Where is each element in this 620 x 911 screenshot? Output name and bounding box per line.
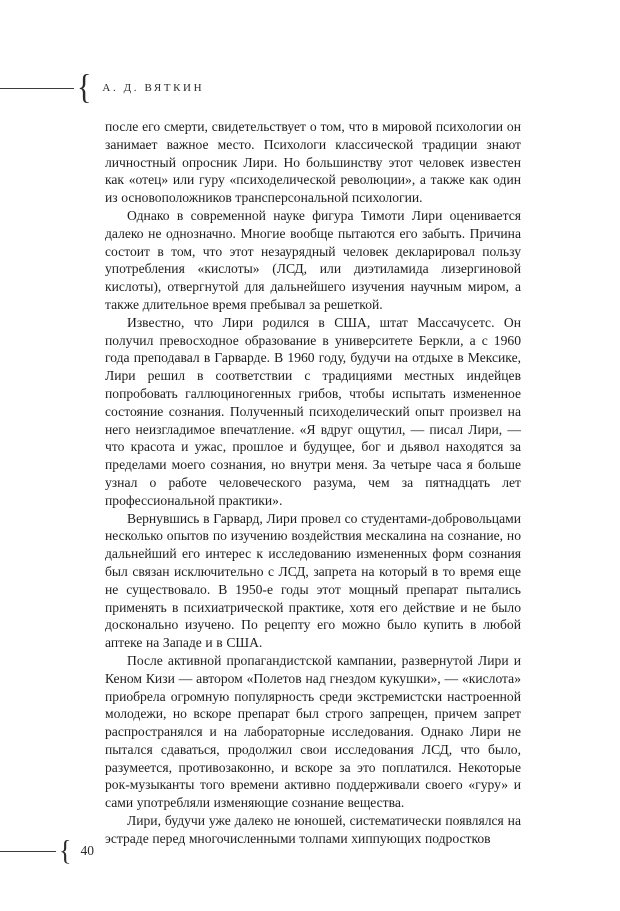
footer-rule [0, 851, 56, 852]
paragraph: Лири, будучи уже далеко не юношей, систематически появлялся на эстраде перед многочисленными толпами хиппующих подростков [105, 813, 521, 846]
paragraph: После активной пропагандистской кампании, развернутой Лири и Кеном Кизи — автором «Полетов над гнездом кукушки», — «кислота» приобрела огромную популярность среди экстремистски настроенной молодежи, но вскоре препарат был строго запрещен, причем запрет распространялся и на лабораторные исследования. Однако Лири не пытался сдаваться, продолжил свои исследования ЛСД, что было, разумеется, противозаконно, и вскоре за это поплатился. Некоторые рок-музыканты того времени активно поддерживали своего «гуру» и сами употребляли изменяющие сознание вещества. [105, 652, 521, 811]
header-brace-ornament: { [77, 68, 92, 107]
body-text [105, 118, 521, 848]
paragraph: Однако в современной науке фигура Тимоти Лири оценивается далеко не однозначно. Многие вообще пытаются его забыть. Причина состоит в том, что этот незаурядный человек декларировал пользу употребления «кислоты» (ЛСД, или диэтиламида лизергиновой кислоты), отвергнутой для дальнейшего изучения научным миром, а также длительное время пребывал за решеткой. [105, 207, 521, 312]
paragraph-continuation: после его смерти, свидетельствует о том, что в мировой психологии он занимает важное место. Психологи классической традиции знают личностный опросник Лири. Но большинству этот человек известен как «отец» или гуру «психоделической революции», а также как один из основоположников трансперсональной психологии. [105, 119, 521, 206]
paragraph: Вернувшись в Гарвард, Лири провел со студентами-добровольцами несколько опытов по изучению воздействия мескалина на сознание, но дальнейший его интерес к исследованию измененных форм сознания был связан исключительно с ЛСД, запрета на который в то время еще не существовало. В 1950-е годы этот мощный препарат пытались применять в психиатрической практике, хотя его действие и не было досконально изучено. По рецепту его можно было купить в любой аптеке на Западе и в США. [105, 510, 521, 651]
page-number: 40 [80, 843, 94, 858]
running-head [0, 68, 205, 107]
author-name: А. Д. ВЯТКИН [102, 82, 205, 94]
page-footer [0, 836, 94, 866]
paragraph: Известно, что Лири родился в США, штат Массачусетс. Он получил превосходное образование в университете Беркли, а с 1960 года преподавал в Гарварде. В 1960 году, будучи на отдыхе в Мексике, Лири решил в соответствии с традициями местных индейцев попробовать галлюциногенных грибов, чтобы испытать измененное состояние сознания. Полученный психоделический опыт произвел на него неизгладимое впечатление. «Я вдруг ощутил, — писал Лири, — что красота и ужас, прошлое и будущее, бог и дьявол находятся за пределами моего сознания, но внутри меня. За четыре часа я больше узнал о работе человеческого разума, чем за пятнадцать лет профессиональной практики». [105, 314, 521, 508]
footer-brace-ornament: { [59, 834, 72, 867]
header-rule [0, 88, 74, 89]
